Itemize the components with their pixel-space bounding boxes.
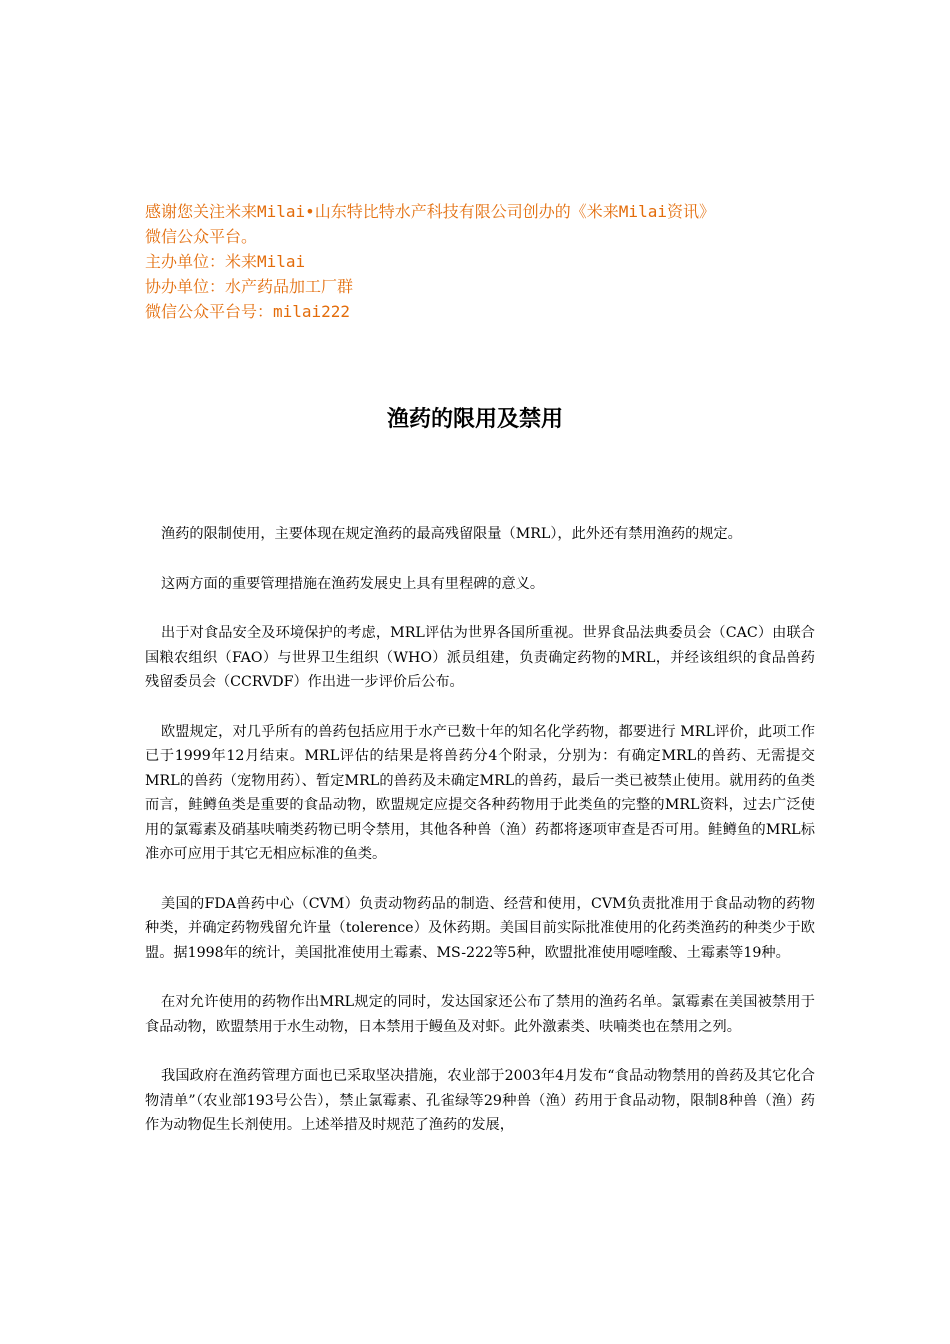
promo-line-organizer: 主办单位：米来Milai <box>145 252 306 271</box>
paragraph-china: 我国政府在渔药管理方面也已采取坚决措施，农业部于2003年4月发布“食品动物禁用的兽药及其它化合物清单”（农业部193号公告），禁止氯霉素、孔雀绿等29种兽（渔）药用于食品动物，限制8种兽（渔）药作为动物促生长剂使用。上述举措及时规范了渔药的发展， <box>145 1068 815 1133</box>
promo-line-intro: 感谢您关注米来Milai•山东特比特水产科技有限公司创办的《米来Milai资讯》 <box>145 202 715 221</box>
document-body <box>145 522 815 1163</box>
paragraph-eu: 欧盟规定，对几乎所有的兽药包括应用于水产已数十年的知名化学药物，都要进行 MRL评价，此项工作已于1999年12月结束。MRL评估的结果是将兽药分4个附录，分别为：有确定MRL的兽药、无需提交MRL的兽药（宠物用药）、暂定MRL的兽药及未确定MRL的兽药，最后一类已被禁止使用。就用药的鱼类而言，鲑鳟鱼类是重要的食品动物，欧盟规定应提交各种药物用于此类鱼的完整的MRL资料，过去广泛使用的氯霉素及硝基呋喃类药物已明令禁用，其他各种兽（渔）药都将逐项审查是否可用。鲑鳟鱼的MRL标准亦可应用于其它无相应标准的鱼类。 <box>145 723 815 862</box>
paragraph-banned: 在对允许使用的药物作出MRL规定的同时，发达国家还公布了禁用的渔药名单。氯霉素在美国被禁用于食品动物，欧盟禁用于水生动物，日本禁用于鳗鱼及对虾。此外激素类、呋喃类也在禁用之列。 <box>145 994 815 1035</box>
paragraph-mrl-intro: 渔药的限制使用，主要体现在规定渔药的最高残留限量（MRL），此外还有禁用渔药的规定。 <box>161 526 742 542</box>
promo-line-co-organizer: 协办单位：水产药品加工厂群 <box>145 277 354 296</box>
paragraph-milestone: 这两方面的重要管理措施在渔药发展史上具有里程碑的意义。 <box>161 575 545 592</box>
paragraph-usa: 美国的FDA兽药中心（CVM）负责动物药品的制造、经营和使用，CVM负责批准用于食品动物的药物种类，并确定药物残留允许量（tolerence）及休药期。美国目前实际批准使用的化药类渔药的种类少于欧盟。据1998年的统计，美国批准使用土霉素、MS-222等5种，欧盟批准使用噁喹酸、土霉素等19种。 <box>145 895 815 961</box>
promo-line-platform: 微信公众平台。 <box>145 227 258 246</box>
document-title: 渔药的限用及禁用 <box>386 407 563 432</box>
promo-line-wechat-id: 微信公众平台号：milai222 <box>145 302 351 321</box>
paragraph-cac: 出于对食品安全及环境保护的考虑，MRL评估为世界各国所重视。世界食品法典委员会（CAC）由联合国粮农组织（FAO）与世界卫生组织（WHO）派员组建，负责确定药物的MRL，并经该组织的食品兽药残留委员会（CCRVDF）作出进一步评价后公布。 <box>145 625 815 690</box>
promo-header <box>145 199 825 324</box>
